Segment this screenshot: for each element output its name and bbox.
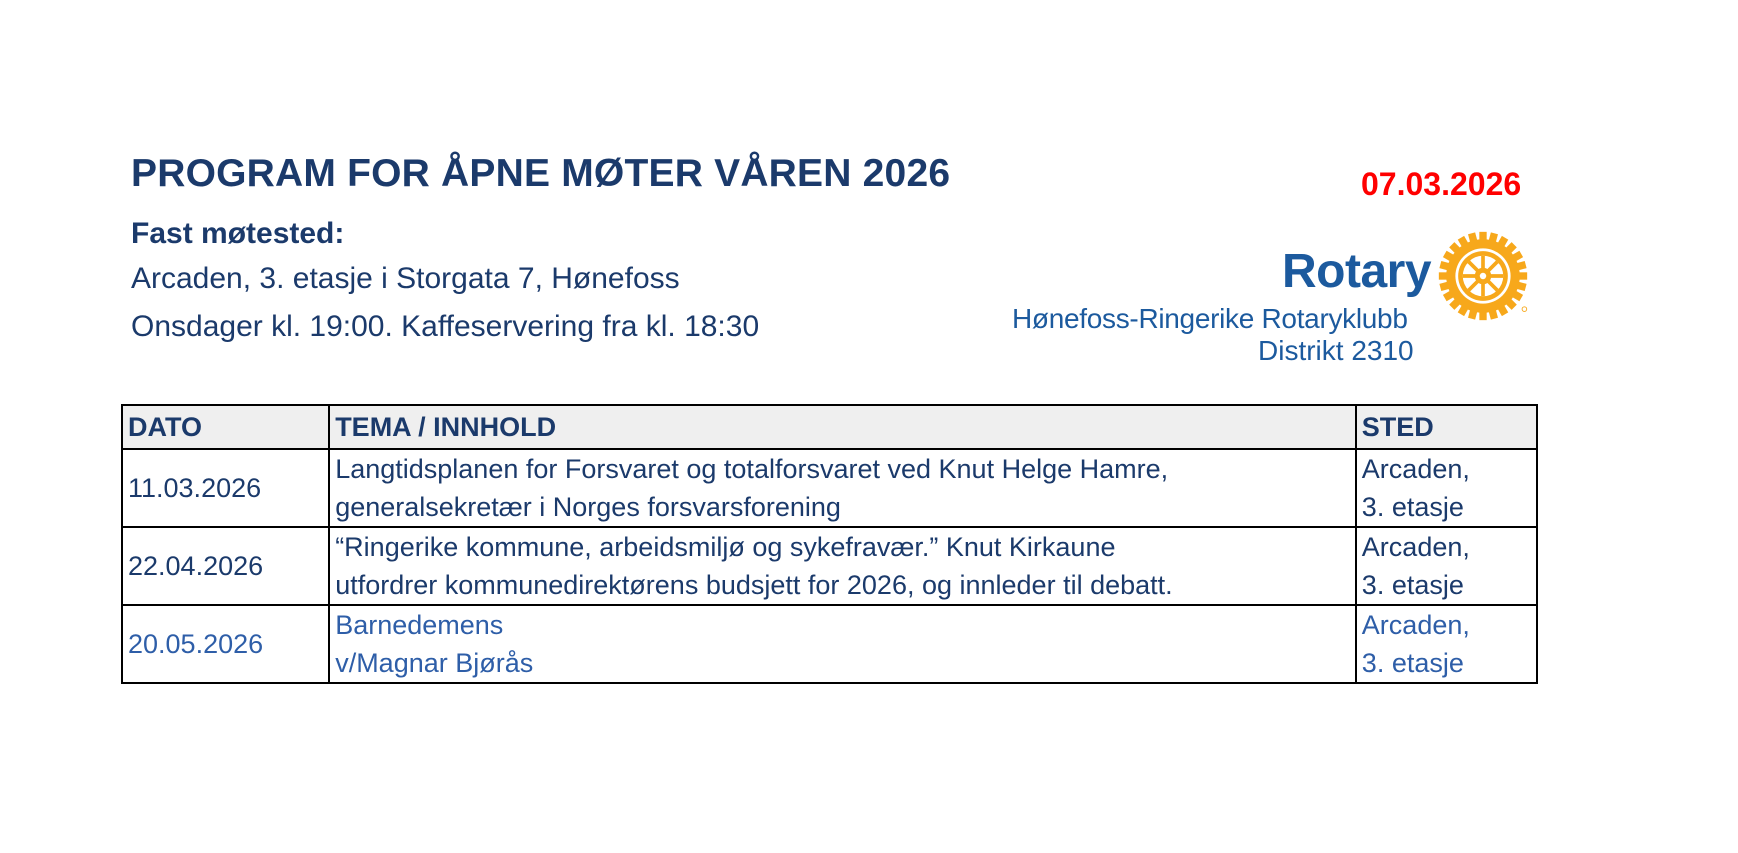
sted-line: Arcaden, [1361,610,1470,640]
row-tema [329,449,1356,527]
rotary-wheel-icon [1437,230,1529,322]
header-tema: TEMA / INNHOLD [329,405,1356,449]
header-sted: STED [1356,405,1537,449]
sted-line: 3. etasje [1361,492,1464,522]
document-date: 07.03.2026 [1361,166,1522,202]
tema-line: “Ringerike kommune, arbeidsmiljø og sykefravær.” Knut Kirkaune [335,532,1116,562]
row-date: 11.03.2026 [122,449,329,527]
tema-line: Barnedemens [335,610,504,640]
table-row [122,605,1537,683]
rotary-club-name: Hønefoss-Ringerike Rotaryklubb [1012,303,1408,334]
table-row [122,449,1537,527]
tema-line: utfordrer kommunedirektørens budsjett for 2026, og innleder til debatt. [335,570,1173,600]
row-date: 20.05.2026 [122,605,329,683]
row-sted [1356,527,1537,605]
tema-line: generalsekretær i Norges forsvarsforening [335,492,841,522]
sted-line: 3. etasje [1361,648,1464,678]
row-tema [329,605,1356,683]
meeting-place-label: Fast møtested: [131,217,345,250]
sted-line: Arcaden, [1361,454,1470,484]
table-header-row [122,405,1537,449]
tema-line: Langtidsplanen for Forsvaret og totalforsvaret ved Knut Helge Hamre, [335,454,1169,484]
sted-line: 3. etasje [1361,570,1464,600]
page-title: PROGRAM FOR ÅPNE MØTER VÅREN 2026 [131,152,951,195]
table-row [122,527,1537,605]
rotary-wordmark: Rotary [1282,245,1432,298]
sted-line: Arcaden, [1361,532,1470,562]
row-sted [1356,605,1537,683]
row-sted [1356,449,1537,527]
tema-line: v/Magnar Bjørås [335,648,534,678]
meeting-address: Arcaden, 3. etasje i Storgata 7, Hønefoss [131,262,680,295]
rotary-district: Distrikt 2310 [1258,335,1414,366]
row-tema [329,527,1356,605]
program-table [121,404,1538,684]
row-date: 22.04.2026 [122,527,329,605]
header-dato: DATO [122,405,329,449]
meeting-time: Onsdager kl. 19:00. Kaffeservering fra kl. 18:30 [131,310,760,343]
